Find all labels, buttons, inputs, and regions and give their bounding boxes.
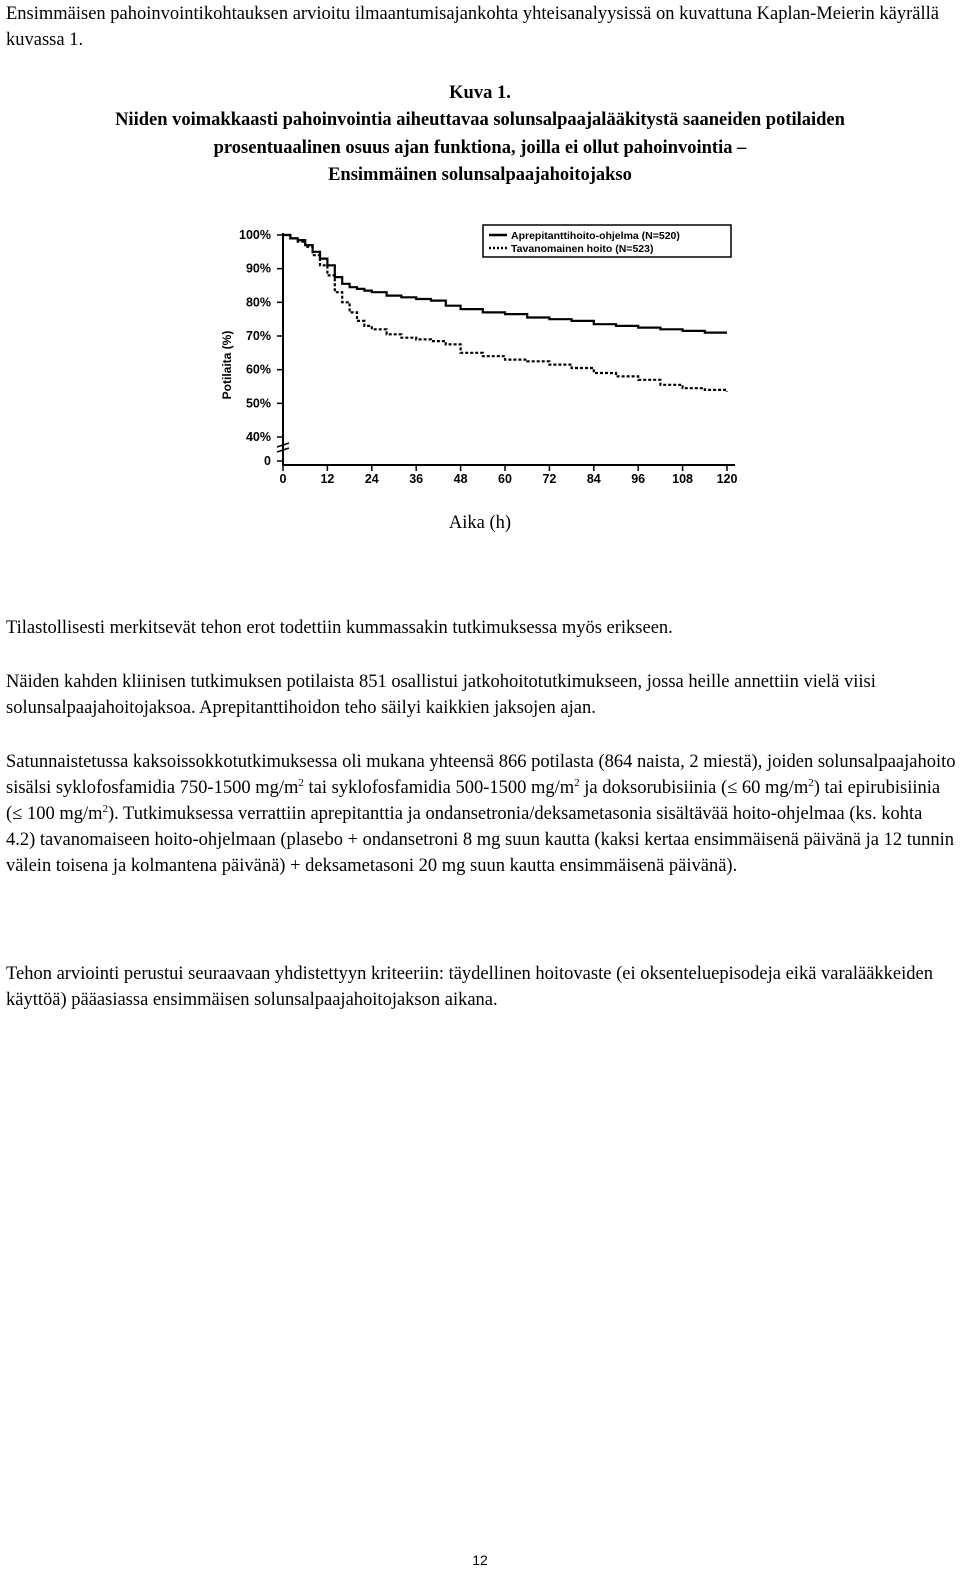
- y-tick-label: 70%: [245, 329, 271, 343]
- x-axis-caption: Aika (h): [448, 513, 512, 533]
- x-tick-label: 24: [364, 472, 379, 486]
- figure-caption-line-3: Ensimmäinen solunsalpaajahoitojakso: [328, 165, 632, 185]
- legend: [483, 225, 731, 257]
- figure-caption-line-2: prosentuaalinen osuus ajan funktiona, joilla ei ollut pahoinvointia –: [213, 138, 747, 158]
- x-tick-label: 120: [716, 472, 738, 486]
- y-tick-label: 90%: [245, 261, 271, 276]
- intro-paragraph: Ensimmäisen pahoinvointikohtauksen arvioitu ilmaantumisajankohta yhteisanalyysissä on kuvattuna Kaplan-Meierin käyrällä kuvassa 1.: [6, 4, 940, 50]
- paragraph-3-part-c: ja doksorubisiinia (≤ 60 mg/m: [579, 778, 809, 798]
- paragraph-3-part-b: tai syklofosfamidia 500-1500 mg/m: [303, 778, 575, 798]
- y-tick-label: 0: [264, 454, 271, 468]
- figure-label: [0, 80, 960, 106]
- figure-caption-line-1: Niiden voimakkaasti pahoinvointia aiheuttavaa solunsalpaajalääkitystä saaneiden potilaiden: [115, 110, 845, 130]
- page-number: 12: [472, 1552, 488, 1568]
- y-tick-label: 100%: [239, 228, 271, 242]
- paragraph-4: Tehon arviointi perustui seuraavaan yhdistettyyn kriteeriin: täydellinen hoitovaste (ei oksenteluepisodeja eikä varalääkkeiden käyttöä) pääasiassa ensimmäisen solunsalpaajahoitojakson aikana.: [6, 964, 933, 1010]
- paragraph-1: Tilastollisesti merkitsevät tehon erot todettiin kummassakin tutkimuksessa myös erikseen.: [6, 618, 673, 638]
- paragraph-3-part-e: ). Tutkimuksessa verrattiin aprepitanttia ja ondansetronia/deksametasonia sisältävää hoito-ohjelmaa (ks. kohta 4.2) tavanomaiseen hoito-ohjelmaan (plasebo + ondansetroni 8 mg suun kautta (kaksi kertaa ensimmäisenä päivänä ja 12 tunnin välein toisena ja kolmantena päivänä) + deksametasoni 20 mg suun kautta ensimmäisenä päivänä).: [6, 804, 955, 876]
- x-tick-label: 96: [631, 472, 646, 486]
- figure-label-text: Kuva 1.: [449, 83, 511, 103]
- y-tick-label: 50%: [245, 396, 271, 411]
- y-tick-label: 40%: [245, 430, 271, 444]
- kaplan-meier-chart: [205, 215, 765, 490]
- x-tick-label: 12: [320, 472, 335, 486]
- superscript: 2: [574, 776, 580, 789]
- x-tick-label: 48: [453, 472, 468, 486]
- x-tick-label: 60: [498, 472, 512, 486]
- paragraph-3: [6, 749, 956, 879]
- y-axis-label: Potilaita (%): [220, 330, 234, 400]
- superscript: 2: [808, 776, 814, 789]
- y-tick-label: 80%: [245, 295, 271, 310]
- paragraph-2: Näiden kahden kliinisen tutkimuksen potilaista 851 osallistui jatkohoitotutkimukseen, jossa heille annettiin vielä viisi solunsalpaajahoitojaksoa. Aprepitanttihoidon teho säilyi kaikkien jaksojen ajan.: [6, 672, 876, 718]
- paragraph-3-part-a: Satunnaistetussa kaksoissokkotutkimuksessa oli mukana yhteensä 866 potilasta (864 naista, 2 miestä), joiden solunsalpaajahoito sisälsi syklofosfamidia 750-1500 mg/m: [6, 752, 956, 798]
- x-tick-label: 108: [672, 472, 694, 486]
- x-tick-label: 84: [586, 472, 601, 486]
- x-tick-label: 0: [279, 472, 287, 486]
- legend-label-aprepitant: Aprepitanttihoito-ohjelma (N=520): [511, 230, 680, 242]
- paragraph-3-part-d: ) tai epirubisiinia (≤ 100 mg/m: [6, 778, 941, 824]
- y-tick-label: 60%: [245, 362, 271, 377]
- x-tick-label: 72: [542, 472, 557, 486]
- superscript: 2: [102, 802, 108, 815]
- superscript: 2: [298, 776, 304, 789]
- legend-label-standard: Tavanomainen hoito (N=523): [511, 243, 654, 255]
- x-tick-label: 36: [409, 472, 424, 486]
